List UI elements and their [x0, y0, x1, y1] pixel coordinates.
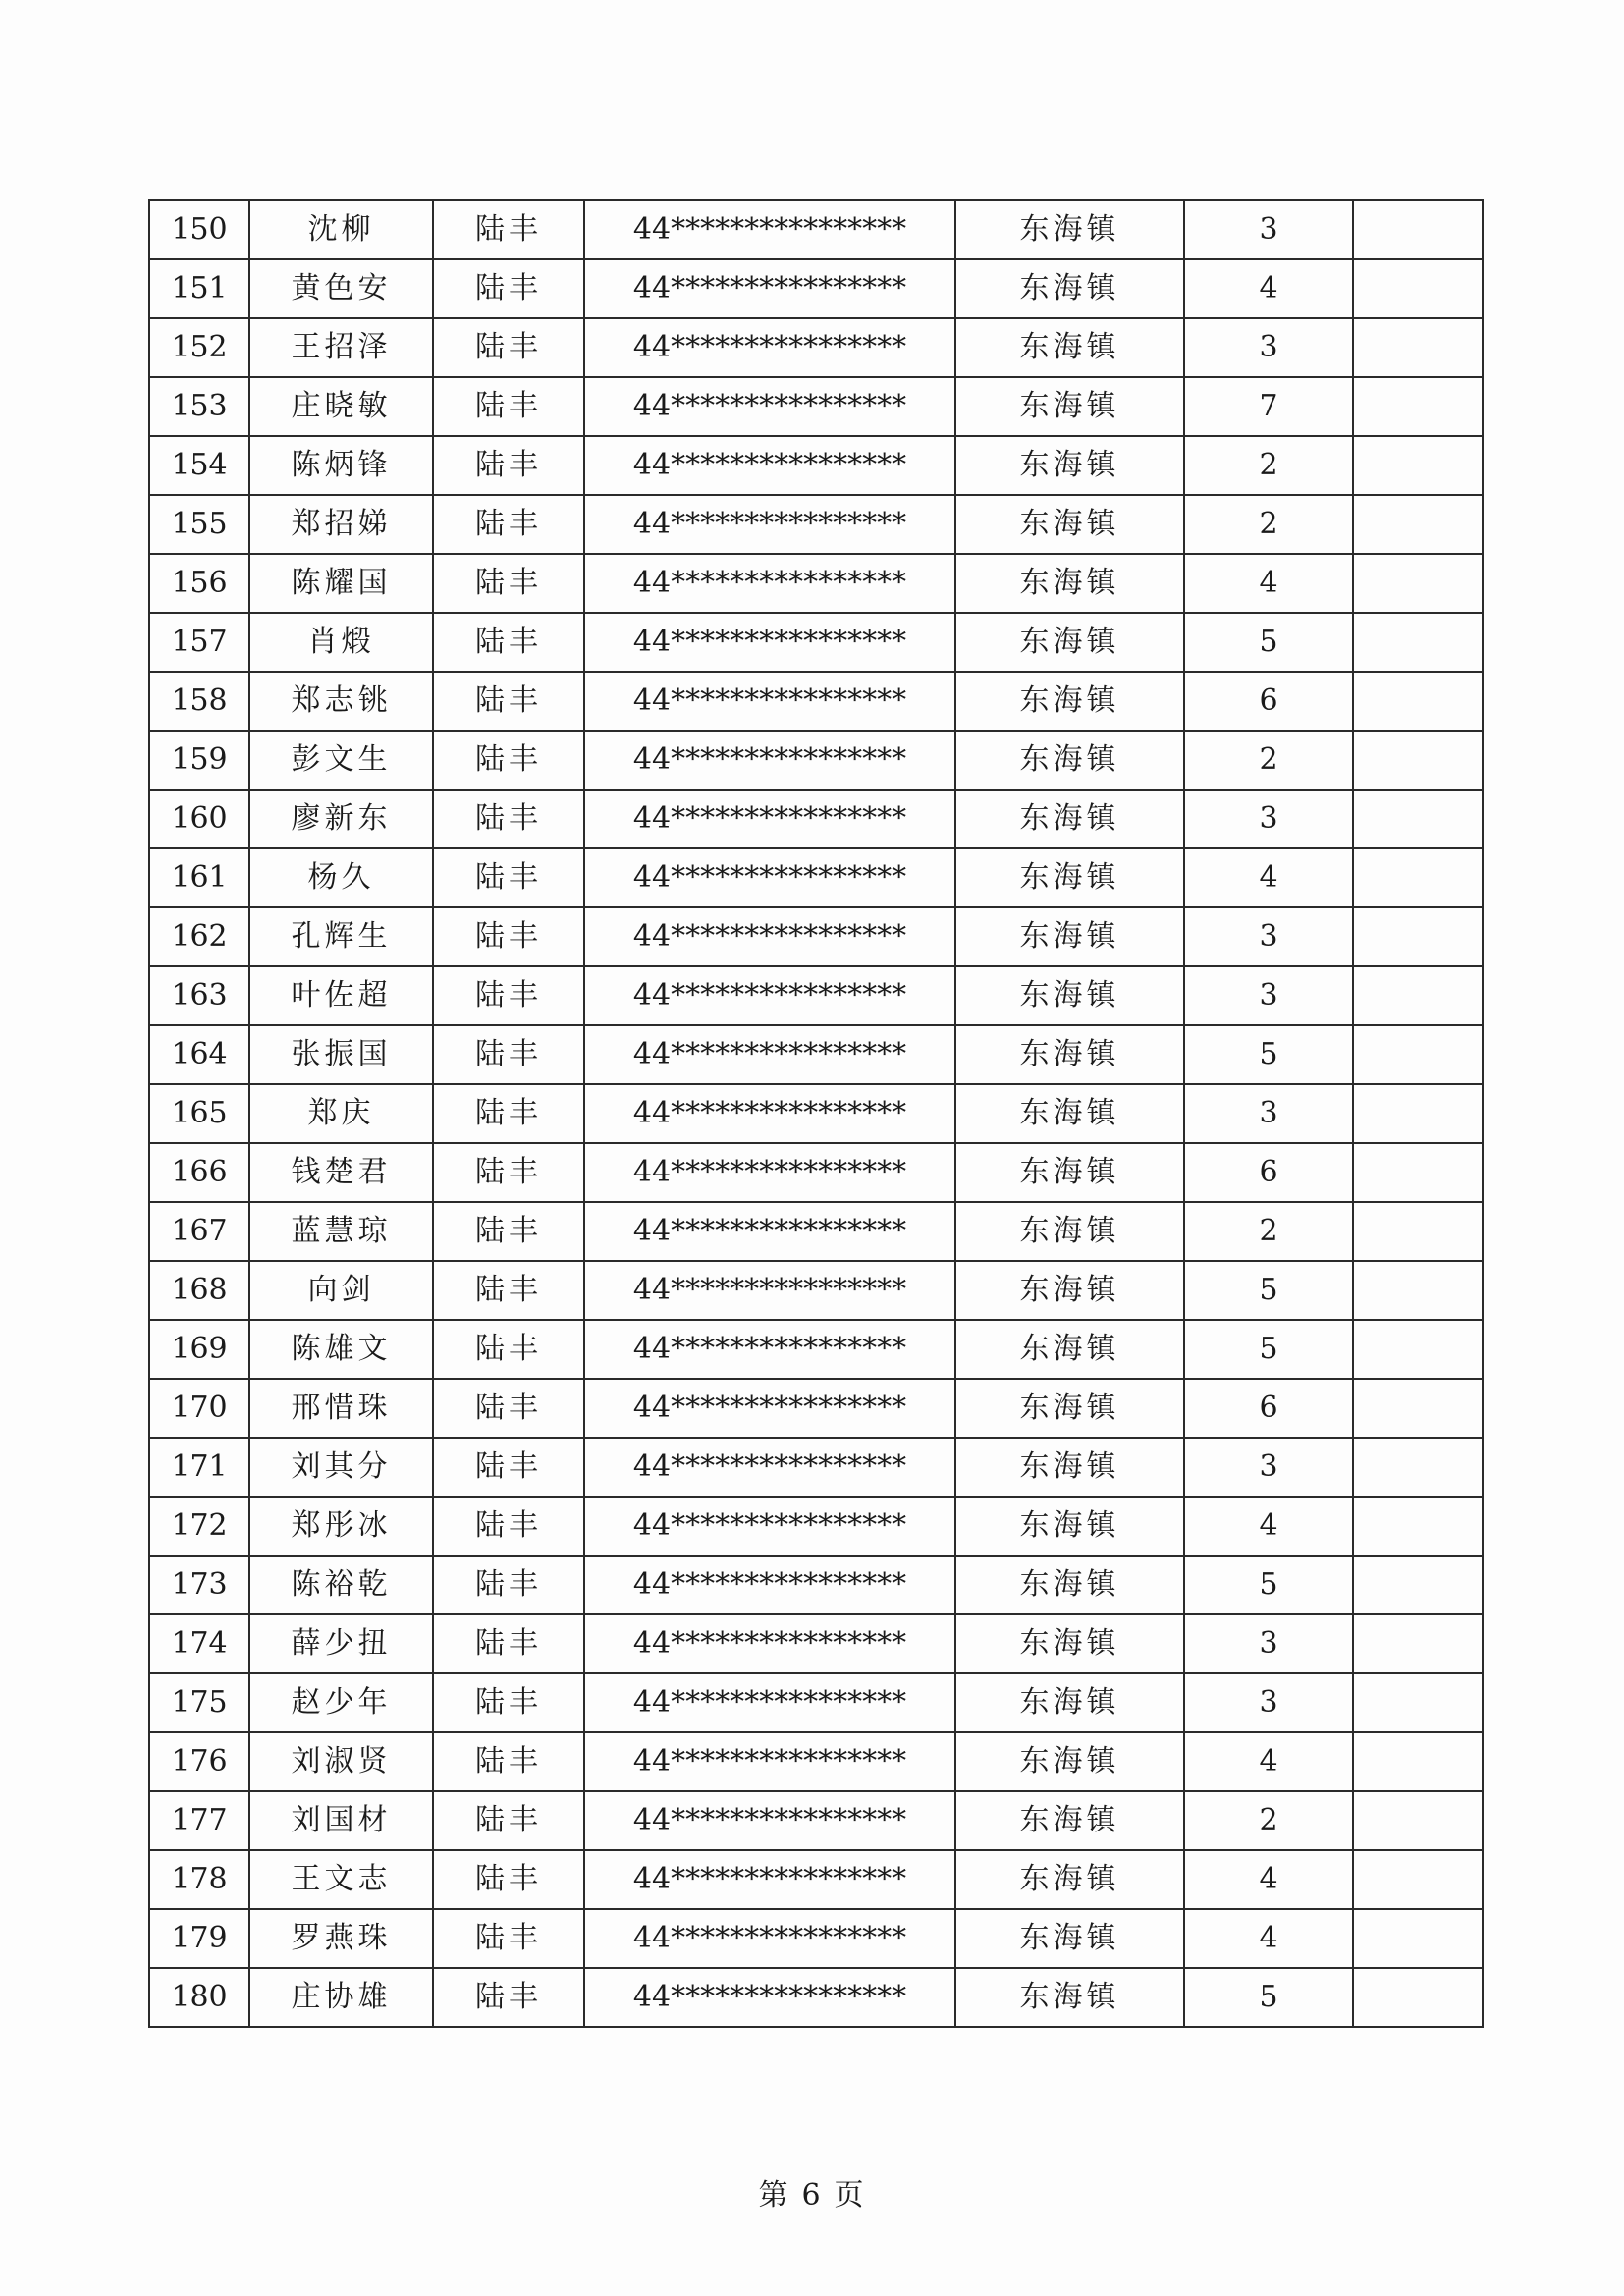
table-row: [149, 1556, 1483, 1614]
id-number-cell: 44****************: [584, 672, 955, 731]
town-cell: 东海镇: [955, 966, 1184, 1025]
note-cell: [1353, 1025, 1483, 1084]
id-number-cell: 44****************: [584, 1202, 955, 1261]
table-row: [149, 1732, 1483, 1791]
town-cell: 东海镇: [955, 731, 1184, 790]
note-cell: [1353, 790, 1483, 848]
row-number-cell: 160: [149, 790, 249, 848]
name-cell: 刘国材: [249, 1791, 433, 1850]
household-count-cell: 4: [1184, 848, 1353, 907]
id-number-cell: 44****************: [584, 1850, 955, 1909]
note-cell: [1353, 1320, 1483, 1379]
id-number-cell: 44****************: [584, 1732, 955, 1791]
note-cell: [1353, 554, 1483, 613]
name-cell: 黄色安: [249, 259, 433, 318]
id-number-cell: 44****************: [584, 318, 955, 377]
household-count-cell: 4: [1184, 554, 1353, 613]
id-number-cell: 44****************: [584, 907, 955, 966]
name-cell: 郑彤冰: [249, 1497, 433, 1556]
household-count-cell: 4: [1184, 1850, 1353, 1909]
name-cell: 向剑: [249, 1261, 433, 1320]
household-count-cell: 6: [1184, 672, 1353, 731]
county-cell: 陆丰: [433, 1968, 584, 2027]
note-cell: [1353, 1850, 1483, 1909]
county-cell: 陆丰: [433, 1791, 584, 1850]
table-row: [149, 966, 1483, 1025]
footer-suffix: 页: [834, 2178, 866, 2213]
row-number-cell: 157: [149, 613, 249, 672]
note-cell: [1353, 1614, 1483, 1673]
county-cell: 陆丰: [433, 1143, 584, 1202]
town-cell: 东海镇: [955, 259, 1184, 318]
household-count-cell: 5: [1184, 1556, 1353, 1614]
row-number-cell: 151: [149, 259, 249, 318]
note-cell: [1353, 1261, 1483, 1320]
row-number-cell: 177: [149, 1791, 249, 1850]
id-number-cell: 44****************: [584, 966, 955, 1025]
town-cell: 东海镇: [955, 318, 1184, 377]
row-number-cell: 164: [149, 1025, 249, 1084]
id-number-cell: 44****************: [584, 495, 955, 554]
household-count-cell: 5: [1184, 1968, 1353, 2027]
note-cell: [1353, 200, 1483, 259]
name-cell: 孔辉生: [249, 907, 433, 966]
town-cell: 东海镇: [955, 1320, 1184, 1379]
name-cell: 叶佐超: [249, 966, 433, 1025]
table-row: [149, 318, 1483, 377]
name-cell: 钱楚君: [249, 1143, 433, 1202]
row-number-cell: 175: [149, 1673, 249, 1732]
town-cell: 东海镇: [955, 1084, 1184, 1143]
table-row: [149, 1909, 1483, 1968]
table-row: [149, 907, 1483, 966]
household-count-cell: 3: [1184, 200, 1353, 259]
town-cell: 东海镇: [955, 790, 1184, 848]
id-number-cell: 44****************: [584, 554, 955, 613]
row-number-cell: 150: [149, 200, 249, 259]
household-count-cell: 3: [1184, 907, 1353, 966]
name-cell: 庄协雄: [249, 1968, 433, 2027]
town-cell: 东海镇: [955, 1614, 1184, 1673]
table-row: [149, 1202, 1483, 1261]
table-row: [149, 1673, 1483, 1732]
table-row: [149, 377, 1483, 436]
id-number-cell: 44****************: [584, 1084, 955, 1143]
id-number-cell: 44****************: [584, 1556, 955, 1614]
note-cell: [1353, 1909, 1483, 1968]
id-number-cell: 44****************: [584, 848, 955, 907]
household-count-cell: 3: [1184, 790, 1353, 848]
row-number-cell: 167: [149, 1202, 249, 1261]
note-cell: [1353, 1673, 1483, 1732]
household-count-cell: 3: [1184, 1084, 1353, 1143]
row-number-cell: 176: [149, 1732, 249, 1791]
table-row: [149, 495, 1483, 554]
row-number-cell: 159: [149, 731, 249, 790]
name-cell: 陈炳锋: [249, 436, 433, 495]
county-cell: 陆丰: [433, 259, 584, 318]
id-number-cell: 44****************: [584, 259, 955, 318]
id-number-cell: 44****************: [584, 613, 955, 672]
table-row: [149, 848, 1483, 907]
note-cell: [1353, 1732, 1483, 1791]
household-count-cell: 4: [1184, 1497, 1353, 1556]
name-cell: 王文志: [249, 1850, 433, 1909]
town-cell: 东海镇: [955, 1556, 1184, 1614]
note-cell: [1353, 1379, 1483, 1438]
row-number-cell: 180: [149, 1968, 249, 2027]
row-number-cell: 165: [149, 1084, 249, 1143]
household-count-cell: 3: [1184, 1438, 1353, 1497]
row-number-cell: 155: [149, 495, 249, 554]
note-cell: [1353, 1556, 1483, 1614]
town-cell: 东海镇: [955, 200, 1184, 259]
household-count-cell: 4: [1184, 259, 1353, 318]
town-cell: 东海镇: [955, 495, 1184, 554]
town-cell: 东海镇: [955, 1497, 1184, 1556]
roster-table-body: [149, 200, 1483, 2027]
row-number-cell: 178: [149, 1850, 249, 1909]
table-row: [149, 1143, 1483, 1202]
table-row: [149, 1320, 1483, 1379]
note-cell: [1353, 1497, 1483, 1556]
county-cell: 陆丰: [433, 1497, 584, 1556]
county-cell: 陆丰: [433, 377, 584, 436]
household-count-cell: 2: [1184, 495, 1353, 554]
name-cell: 廖新东: [249, 790, 433, 848]
county-cell: 陆丰: [433, 1379, 584, 1438]
id-number-cell: 44****************: [584, 377, 955, 436]
table-row: [149, 1497, 1483, 1556]
row-number-cell: 170: [149, 1379, 249, 1438]
town-cell: 东海镇: [955, 1732, 1184, 1791]
id-number-cell: 44****************: [584, 1791, 955, 1850]
id-number-cell: 44****************: [584, 1025, 955, 1084]
table-row: [149, 1614, 1483, 1673]
household-count-cell: 3: [1184, 318, 1353, 377]
row-number-cell: 161: [149, 848, 249, 907]
county-cell: 陆丰: [433, 907, 584, 966]
town-cell: 东海镇: [955, 436, 1184, 495]
note-cell: [1353, 1084, 1483, 1143]
county-cell: 陆丰: [433, 1614, 584, 1673]
household-count-cell: 2: [1184, 436, 1353, 495]
town-cell: 东海镇: [955, 1673, 1184, 1732]
name-cell: 陈耀国: [249, 554, 433, 613]
household-count-cell: 2: [1184, 731, 1353, 790]
note-cell: [1353, 1791, 1483, 1850]
household-count-cell: 4: [1184, 1909, 1353, 1968]
town-cell: 东海镇: [955, 1143, 1184, 1202]
name-cell: 沈柳: [249, 200, 433, 259]
table-row: [149, 1261, 1483, 1320]
table-row: [149, 200, 1483, 259]
footer-prefix: 第: [758, 2178, 790, 2213]
table-row: [149, 436, 1483, 495]
household-count-cell: 5: [1184, 1320, 1353, 1379]
note-cell: [1353, 848, 1483, 907]
household-count-cell: 3: [1184, 966, 1353, 1025]
footer-page-number: 6: [801, 2178, 823, 2213]
town-cell: 东海镇: [955, 1438, 1184, 1497]
id-number-cell: 44****************: [584, 1379, 955, 1438]
table-row: [149, 554, 1483, 613]
row-number-cell: 152: [149, 318, 249, 377]
id-number-cell: 44****************: [584, 1143, 955, 1202]
note-cell: [1353, 731, 1483, 790]
county-cell: 陆丰: [433, 731, 584, 790]
page-footer: [0, 2170, 1624, 2214]
name-cell: 杨久: [249, 848, 433, 907]
note-cell: [1353, 1438, 1483, 1497]
county-cell: 陆丰: [433, 1261, 584, 1320]
name-cell: 刘其分: [249, 1438, 433, 1497]
name-cell: 庄晓敏: [249, 377, 433, 436]
name-cell: 郑招娣: [249, 495, 433, 554]
county-cell: 陆丰: [433, 200, 584, 259]
town-cell: 东海镇: [955, 613, 1184, 672]
table-row: [149, 613, 1483, 672]
name-cell: 彭文生: [249, 731, 433, 790]
id-number-cell: 44****************: [584, 1497, 955, 1556]
town-cell: 东海镇: [955, 377, 1184, 436]
table-row: [149, 672, 1483, 731]
note-cell: [1353, 613, 1483, 672]
name-cell: 蓝慧琼: [249, 1202, 433, 1261]
county-cell: 陆丰: [433, 672, 584, 731]
county-cell: 陆丰: [433, 436, 584, 495]
town-cell: 东海镇: [955, 1909, 1184, 1968]
id-number-cell: 44****************: [584, 790, 955, 848]
county-cell: 陆丰: [433, 495, 584, 554]
household-count-cell: 5: [1184, 1261, 1353, 1320]
note-cell: [1353, 318, 1483, 377]
county-cell: 陆丰: [433, 1202, 584, 1261]
row-number-cell: 153: [149, 377, 249, 436]
town-cell: 东海镇: [955, 1968, 1184, 2027]
row-number-cell: 168: [149, 1261, 249, 1320]
household-count-cell: 7: [1184, 377, 1353, 436]
table-row: [149, 1438, 1483, 1497]
name-cell: 郑庆: [249, 1084, 433, 1143]
id-number-cell: 44****************: [584, 1261, 955, 1320]
row-number-cell: 163: [149, 966, 249, 1025]
town-cell: 东海镇: [955, 672, 1184, 731]
note-cell: [1353, 436, 1483, 495]
name-cell: 肖煅: [249, 613, 433, 672]
name-cell: 陈雄文: [249, 1320, 433, 1379]
household-count-cell: 6: [1184, 1379, 1353, 1438]
row-number-cell: 179: [149, 1909, 249, 1968]
note-cell: [1353, 259, 1483, 318]
name-cell: 张振国: [249, 1025, 433, 1084]
id-number-cell: 44****************: [584, 1909, 955, 1968]
roster-table: [148, 199, 1484, 2028]
id-number-cell: 44****************: [584, 1968, 955, 2027]
note-cell: [1353, 966, 1483, 1025]
row-number-cell: 174: [149, 1614, 249, 1673]
table-row: [149, 1379, 1483, 1438]
row-number-cell: 158: [149, 672, 249, 731]
county-cell: 陆丰: [433, 1850, 584, 1909]
town-cell: 东海镇: [955, 1791, 1184, 1850]
county-cell: 陆丰: [433, 318, 584, 377]
county-cell: 陆丰: [433, 554, 584, 613]
note-cell: [1353, 1968, 1483, 2027]
table-row: [149, 731, 1483, 790]
household-count-cell: 3: [1184, 1673, 1353, 1732]
town-cell: 东海镇: [955, 1025, 1184, 1084]
county-cell: 陆丰: [433, 1732, 584, 1791]
name-cell: 郑志铫: [249, 672, 433, 731]
id-number-cell: 44****************: [584, 1320, 955, 1379]
town-cell: 东海镇: [955, 1379, 1184, 1438]
county-cell: 陆丰: [433, 1320, 584, 1379]
town-cell: 东海镇: [955, 1850, 1184, 1909]
household-count-cell: 2: [1184, 1202, 1353, 1261]
table-row: [149, 1968, 1483, 2027]
household-count-cell: 3: [1184, 1614, 1353, 1673]
row-number-cell: 162: [149, 907, 249, 966]
table-row: [149, 259, 1483, 318]
name-cell: 薛少扭: [249, 1614, 433, 1673]
table-row: [149, 1084, 1483, 1143]
county-cell: 陆丰: [433, 613, 584, 672]
town-cell: 东海镇: [955, 1261, 1184, 1320]
name-cell: 陈裕乾: [249, 1556, 433, 1614]
name-cell: 罗燕珠: [249, 1909, 433, 1968]
row-number-cell: 169: [149, 1320, 249, 1379]
name-cell: 王招泽: [249, 318, 433, 377]
id-number-cell: 44****************: [584, 731, 955, 790]
row-number-cell: 172: [149, 1497, 249, 1556]
id-number-cell: 44****************: [584, 1438, 955, 1497]
note-cell: [1353, 377, 1483, 436]
county-cell: 陆丰: [433, 1438, 584, 1497]
row-number-cell: 171: [149, 1438, 249, 1497]
name-cell: 赵少年: [249, 1673, 433, 1732]
household-count-cell: 2: [1184, 1791, 1353, 1850]
note-cell: [1353, 907, 1483, 966]
table-row: [149, 1850, 1483, 1909]
note-cell: [1353, 1143, 1483, 1202]
household-count-cell: 6: [1184, 1143, 1353, 1202]
row-number-cell: 166: [149, 1143, 249, 1202]
town-cell: 东海镇: [955, 554, 1184, 613]
name-cell: 刘淑贤: [249, 1732, 433, 1791]
household-count-cell: 5: [1184, 613, 1353, 672]
county-cell: 陆丰: [433, 1084, 584, 1143]
county-cell: 陆丰: [433, 848, 584, 907]
household-count-cell: 4: [1184, 1732, 1353, 1791]
town-cell: 东海镇: [955, 848, 1184, 907]
county-cell: 陆丰: [433, 1909, 584, 1968]
table-row: [149, 1791, 1483, 1850]
id-number-cell: 44****************: [584, 1614, 955, 1673]
id-number-cell: 44****************: [584, 200, 955, 259]
town-cell: 东海镇: [955, 1202, 1184, 1261]
table-row: [149, 1025, 1483, 1084]
table-row: [149, 790, 1483, 848]
row-number-cell: 156: [149, 554, 249, 613]
county-cell: 陆丰: [433, 1556, 584, 1614]
id-number-cell: 44****************: [584, 1673, 955, 1732]
note-cell: [1353, 1202, 1483, 1261]
town-cell: 东海镇: [955, 907, 1184, 966]
county-cell: 陆丰: [433, 1673, 584, 1732]
note-cell: [1353, 672, 1483, 731]
row-number-cell: 173: [149, 1556, 249, 1614]
row-number-cell: 154: [149, 436, 249, 495]
household-count-cell: 5: [1184, 1025, 1353, 1084]
county-cell: 陆丰: [433, 966, 584, 1025]
county-cell: 陆丰: [433, 790, 584, 848]
id-number-cell: 44****************: [584, 436, 955, 495]
county-cell: 陆丰: [433, 1025, 584, 1084]
name-cell: 邢惜珠: [249, 1379, 433, 1438]
note-cell: [1353, 495, 1483, 554]
